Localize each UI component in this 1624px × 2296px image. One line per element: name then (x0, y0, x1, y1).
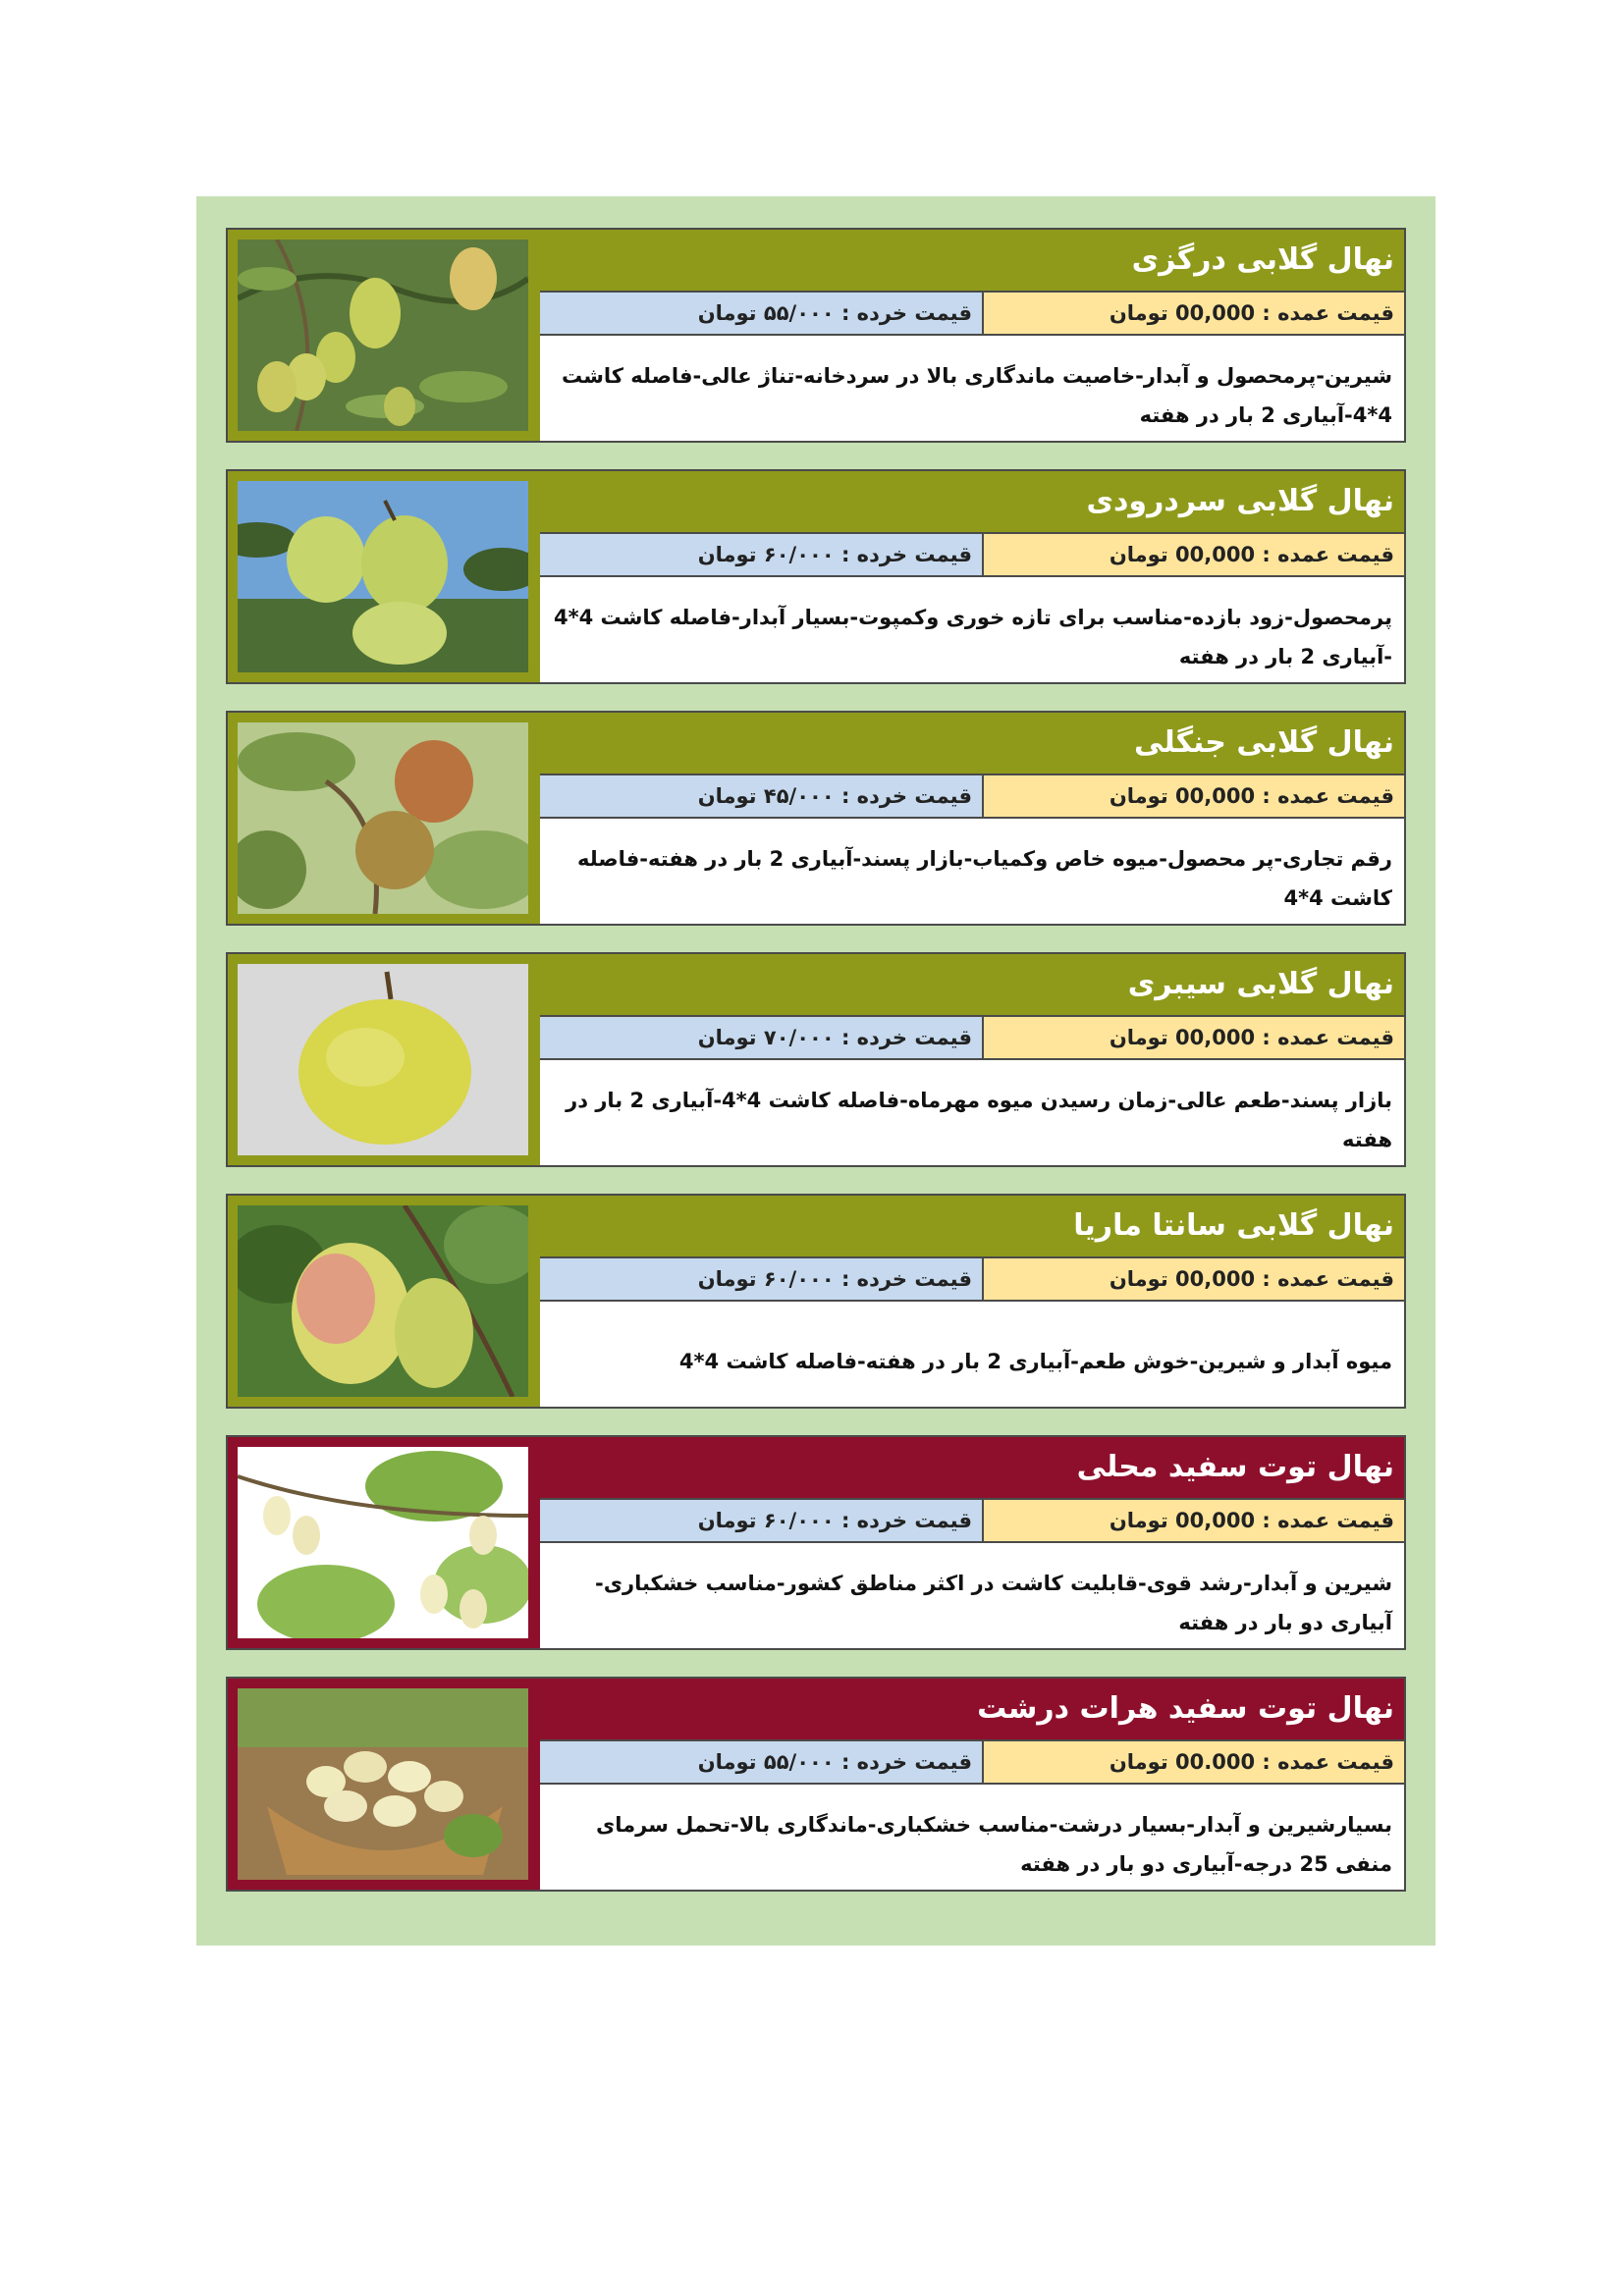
product-title: نهال گلابی سانتا ماریا (540, 1196, 1404, 1256)
product-photo-frame (228, 713, 540, 924)
price-row (540, 291, 1404, 336)
product-title: نهال توت سفید هرات درشت (540, 1679, 1404, 1739)
product-description (540, 1302, 1404, 1407)
product-title: نهال گلابی درگزی (540, 230, 1404, 291)
catalog-sheet (196, 196, 1435, 1946)
wild-pears-icon (238, 722, 528, 914)
retail-price: قیمت خرده : ۴۵/۰۰۰ تومان (540, 775, 982, 817)
price-row (540, 1498, 1404, 1543)
retail-price: قیمت خرده : ۶۰/۰۰۰ تومان (540, 1500, 982, 1541)
description-text: شیرین-پرمحصول و آبدار-خاصیت ماندگاری بالا در سردخانه-تناژ عالی-فاصله کاشت 4*4-آبیاری 2 بار در هفته (561, 363, 1392, 427)
product-title: نهال گلابی جنگلی (540, 713, 1404, 774)
green-pears-icon (238, 481, 528, 672)
product-description (540, 1543, 1404, 1648)
description-text: شیرین و آبدار-رشد قوی-قابلیت کاشت در اکثر مناطق کشور-مناسب خشکباری-آبیاری دو بار در هفته (595, 1571, 1392, 1634)
product-title: نهال توت سفید محلی (540, 1437, 1404, 1498)
description-text: میوه آبدار و شیرین-خوش طعم-آبیاری 2 بار در هفته-فاصله کاشت 4*4 (678, 1349, 1392, 1373)
blush-pear-icon (238, 1205, 528, 1397)
description-text: بازار پسند-طعم عالی-زمان رسیدن میوه مهرماه-فاصله کاشت 4*4-آبیاری 2 بار در هفته (566, 1088, 1392, 1151)
product-card (226, 952, 1406, 1167)
description-text: بسیارشیرین و آبدار-بسیار درشت-مناسب خشکباری-ماندگاری بالا-تحمل سرمای منفی 25 درجه-آبیاری دو بار در هفته (596, 1812, 1392, 1876)
retail-price: قیمت خرده : ۶۰/۰۰۰ تومان (540, 534, 982, 575)
asian-pear-icon (238, 964, 528, 1155)
product-card (226, 1435, 1406, 1650)
price-row (540, 774, 1404, 819)
mulberry-basket-icon (238, 1688, 528, 1880)
product-photo-frame (228, 1196, 540, 1407)
product-card (226, 1194, 1406, 1409)
product-photo-frame (228, 230, 540, 441)
wholesale-price: قیمت عمده : 00,000 تومان (982, 293, 1404, 334)
description-text: پرمحصول-زود بازده-مناسب برای تازه خوری وکمپوت-بسیار آبدار-فاصله کاشت 4*4 -آبیاری 2 بار در هفته (553, 605, 1392, 668)
wholesale-price: قیمت عمده : 00.000 تومان (982, 1741, 1404, 1783)
product-card (226, 1677, 1406, 1892)
pear-tree-icon (238, 240, 528, 431)
product-photo-frame (228, 471, 540, 682)
price-row (540, 532, 1404, 577)
product-description (540, 577, 1404, 682)
product-card (226, 228, 1406, 443)
price-row (540, 1015, 1404, 1060)
white-mulberry-branch-icon (238, 1447, 528, 1638)
product-card (226, 469, 1406, 684)
wholesale-price: قیمت عمده : 00,000 تومان (982, 1258, 1404, 1300)
product-photo-frame (228, 954, 540, 1165)
retail-price: قیمت خرده : ۵۵/۰۰۰ تومان (540, 293, 982, 334)
retail-price: قیمت خرده : ۷۰/۰۰۰ تومان (540, 1017, 982, 1058)
product-title: نهال گلابی سردرودی (540, 471, 1404, 532)
price-row (540, 1256, 1404, 1302)
wholesale-price: قیمت عمده : 00,000 تومان (982, 1500, 1404, 1541)
description-text: رقم تجاری-پر محصول-میوه خاص وکمیاب-بازار پسند-آبیاری 2 بار در هفته-فاصله کاشت 4*4 (577, 846, 1392, 910)
wholesale-price: قیمت عمده : 00,000 تومان (982, 534, 1404, 575)
product-title: نهال گلابی سیبری (540, 954, 1404, 1015)
product-photo-frame (228, 1679, 540, 1890)
retail-price: قیمت خرده : ۵۵/۰۰۰ تومان (540, 1741, 982, 1783)
retail-price: قیمت خرده : ۶۰/۰۰۰ تومان (540, 1258, 982, 1300)
product-description (540, 819, 1404, 924)
wholesale-price: قیمت عمده : 00,000 تومان (982, 775, 1404, 817)
product-photo-frame (228, 1437, 540, 1648)
product-description (540, 1060, 1404, 1165)
product-card (226, 711, 1406, 926)
wholesale-price: قیمت عمده : 00,000 تومان (982, 1017, 1404, 1058)
price-row (540, 1739, 1404, 1785)
product-description (540, 336, 1404, 441)
product-description (540, 1785, 1404, 1890)
